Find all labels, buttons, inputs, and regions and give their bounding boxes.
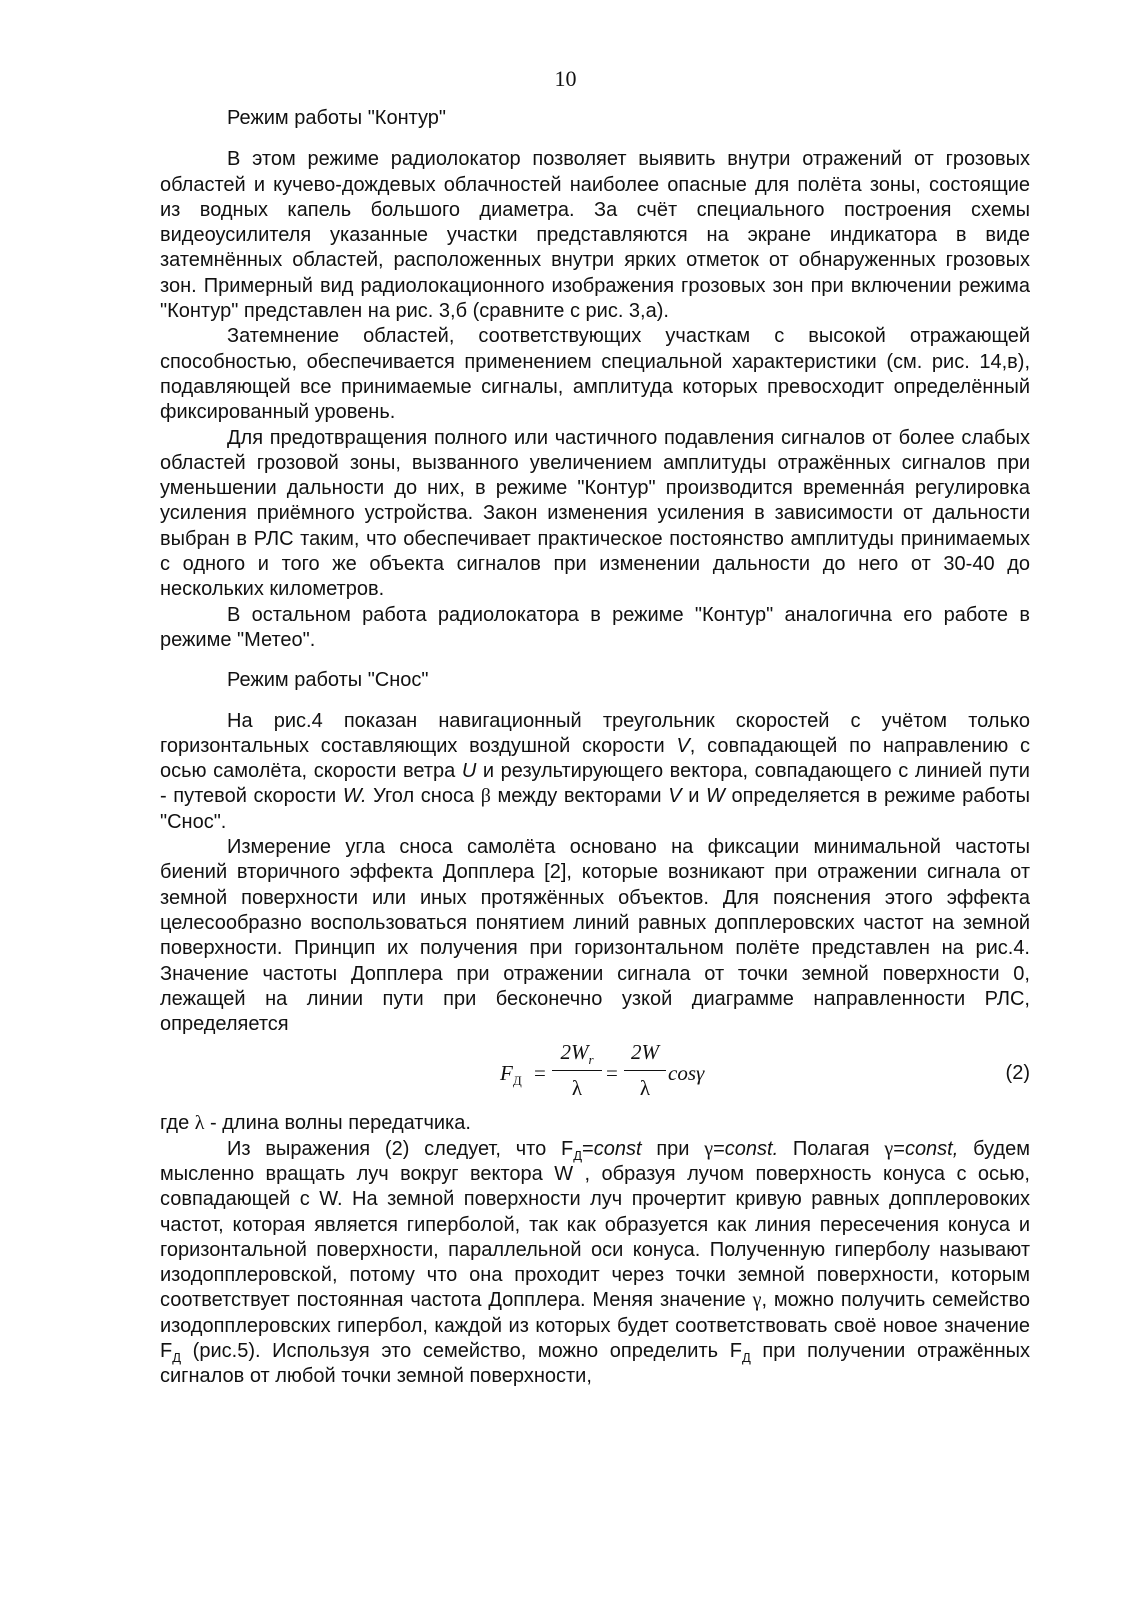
paragraph-kontur-gain-control: Для предотвращения полного или частичного подавления сигналов от более слабых областей грозовой зоны, вызванного увеличением амплитуды отражённых сигналов при уменьшении дальности до них, в режиме "Контур" производится временна́я регулировка усиления приёмного устройства. Закон изменения усиления в зависимости от дальности выбран в РЛС таким, что обеспечивает практическое постоянство амплитуды принимаемых с одного и того же объекта сигналов при изменении дальности до него от 30-40 до нескольких километров. <box>160 426 1030 601</box>
formula-cos-gamma: cosγ <box>668 1061 705 1086</box>
formula-equals-1: = <box>534 1061 546 1086</box>
section-heading-snos: Режим работы "Снос" <box>227 669 429 692</box>
equation-number: (2) <box>1005 1062 1030 1085</box>
paragraph-lambda-definition: где λ - длина волны передатчика. <box>160 1112 471 1135</box>
paragraph-snos-triangle: На рис.4 показан навигационный треугольник скоростей с учётом только горизонтальных составляющих воздушной скорости V, совпадающей по направлению с осью самолёта, скорости ветра U и результирующего вектора, совпадающего с линией пути - путевой скорости W. Угол сноса β между векторами V и W определяется в режиме работы "Снос". <box>160 709 1031 833</box>
equation-2 <box>160 1037 1030 1111</box>
paragraph-kontur-darkening: Затемнение областей, соответствующих участкам с высокой отражающей способностью, обеспечивается применением специальной характеристики (см. рис. 14,в), подавляющей все принимаемые сигналы, амплитуда которых превосходит определённый фиксированный уровень. <box>160 325 1030 424</box>
page-body <box>160 106 1030 1390</box>
paragraph-isodoppler: Из выражения (2) следует, что $F_Д=const$ при γ=const. Полагая γ=const, будем мысленно вращать луч вокруг вектора W , образуя лучом поверхность конуса с осью, совпадающей с W. На земной поверхности луч прочертит кривую равных допплеровоких частот, которая является гиперболой, так как образуется как линия пересечения конуса и горизонтальной поверхности, параллельной оси конуса. Полученную гиперболу называют изодопплеровской, потому что она проходит через точки земной поверхности, которым соответствует постоянная частота Допплера. Меняя значение γ, можно получить семейство изодопплеровских гипербол, каждой из которых будет соответствовать своё новое значение $F_Д$ (рис.5). Используя это семейство, можно определить $F_Д$ при получении отражённых сигналов от любой точки земной поверхности, <box>160 1137 1031 1388</box>
paragraph-snos-doppler: Измерение угла сноса самолёта основано на фиксации минимальной частоты биений вторичного эффекта Допплера [2], которые возникают при отражении сигнала от земной поверхности или иных протяжённых объектов. Для пояснения этого эффекта целесообразно воспользоваться понятием линий равных допплеровских частот на земной поверхности. Принцип их получения при горизонтальном полёте представлен на рис.4. Значение частоты Допплера при отражении сигнала от точки земной поверхности 0, лежащей на линии пути при бесконечно узкой диаграмме направленности РЛС, определяется <box>160 836 1030 1036</box>
section-heading-kontur: Режим работы "Контур" <box>227 107 446 129</box>
formula-equals-2: = <box>606 1061 618 1086</box>
formula-fraction-2: 2W λ <box>624 1037 666 1103</box>
formula-lhs: $F_Д$ <box>500 1061 522 1089</box>
paragraph-kontur-rest: В остальном работа радиолокатора в режиме "Контур" аналогична его работе в режиме "Метео". <box>160 603 1030 651</box>
page-number: 10 <box>554 66 577 91</box>
paragraph-kontur-intro: В этом режиме радиолокатор позволяет выявить внутри отражений от грозовых областей и кучево-дождевых облачностей наиболее опасные для полёта зоны, состоящие из водных капель большого диаметра. За счёт специального построения схемы видеоусилителя указанные участки представляются на экране индикатора в виде затемнённых областей, расположенных внутри ярких отметок от обнаруженных грозовых зон. Примерный вид радиолокационного изображения грозовых зон при включении режима "Контур" представлен на рис. 3,б (сравните с рис. 3,а). <box>160 148 1030 323</box>
formula-fraction-1: $2W_r$ λ <box>552 1037 602 1103</box>
